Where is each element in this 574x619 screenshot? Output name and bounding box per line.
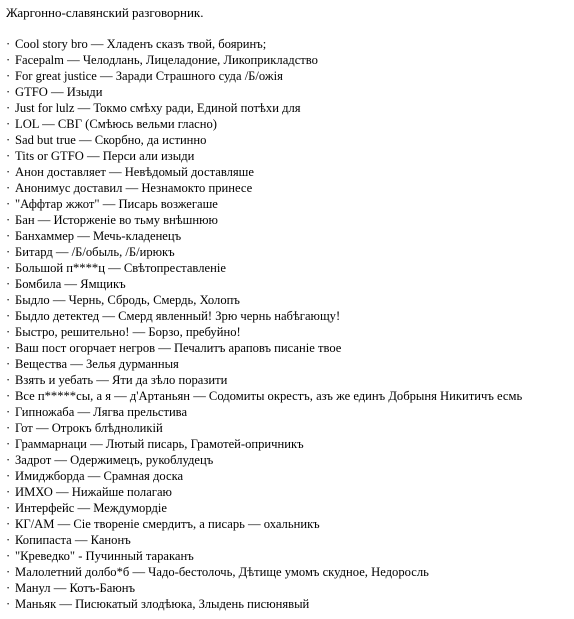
list-item	[6, 180, 574, 196]
list-item	[6, 356, 574, 372]
list-item-text: Интерфейс — Междумордіе	[15, 501, 167, 515]
list-item-text: GTFO — Изыди	[15, 85, 103, 99]
list-item-text: Быдло детектед — Смерд явленный! Зрю чернь набѣгающу!	[15, 309, 341, 323]
list-item-text: Малолетний долбо*б — Чадо-бестолочь, Дѣтище умомъ скудное, Недоросль	[15, 565, 429, 579]
list-item	[6, 484, 574, 500]
list-item	[6, 420, 574, 436]
bullet-mark: ·	[6, 389, 11, 403]
list-item-text: Анонимус доставил — Незнамокто принесе	[15, 181, 253, 195]
bullet-mark: ·	[6, 117, 11, 131]
bullet-mark: ·	[6, 405, 11, 419]
list-item-text: "Аффтар жжот" — Писарь возжегаше	[15, 197, 218, 211]
list-item-text: Just for lulz — Токмо смѣху ради, Единой потѣхи для	[15, 101, 301, 115]
list-item-text: Взять и уебать — Яти да зѣло поразити	[15, 373, 228, 387]
list-item	[6, 548, 574, 564]
list-item	[6, 164, 574, 180]
bullet-mark: ·	[6, 373, 11, 387]
list-item-text: Битард — /Б/обыль, /Б/ирюкъ	[15, 245, 175, 259]
bullet-mark: ·	[6, 181, 11, 195]
list-item	[6, 388, 574, 404]
list-item-text: КГ/АМ — Сіе твореніе смердитъ, а писарь — охальникъ	[15, 517, 320, 531]
bullet-mark: ·	[6, 485, 11, 499]
bullet-mark: ·	[6, 149, 11, 163]
bullet-mark: ·	[6, 357, 11, 371]
bullet-mark: ·	[6, 37, 11, 51]
list-item	[6, 244, 574, 260]
bullet-mark: ·	[6, 69, 11, 83]
bullet-mark: ·	[6, 325, 11, 339]
list-item	[6, 580, 574, 596]
bullet-mark: ·	[6, 341, 11, 355]
list-item-text: Маньяк — Писюкатый злодѣюка, Злыдень писюнявый	[15, 597, 310, 611]
list-item	[6, 100, 574, 116]
list-item	[6, 276, 574, 292]
list-item-text: Граммарнаци — Лютый писарь, Грамотей-опричникъ	[15, 437, 304, 451]
bullet-mark: ·	[6, 469, 11, 483]
bullet-mark: ·	[6, 549, 11, 563]
bullet-mark: ·	[6, 453, 11, 467]
list-item	[6, 260, 574, 276]
list-item-text: Гипножаба — Лягва прельстива	[15, 405, 188, 419]
bullet-mark: ·	[6, 261, 11, 275]
list-item-text: Копипаста — Канонъ	[15, 533, 131, 547]
list-item-text: LOL — СВГ (Смѣюсь вельми гласно)	[15, 117, 217, 131]
list-item	[6, 500, 574, 516]
list-item	[6, 468, 574, 484]
list-item	[6, 436, 574, 452]
list-item	[6, 68, 574, 84]
list-item	[6, 516, 574, 532]
list-item-text: Анон доставляет — Невѣдомый доставляше	[15, 165, 254, 179]
list-item	[6, 596, 574, 612]
bullet-mark: ·	[6, 533, 11, 547]
bullet-mark: ·	[6, 517, 11, 531]
bullet-mark: ·	[6, 53, 11, 67]
list-item-text: Банхаммер — Мечь-кладенецъ	[15, 229, 182, 243]
list-item-text: Бомбила — Ямщикъ	[15, 277, 126, 291]
bullet-mark: ·	[6, 581, 11, 595]
list-item-text: Facepalm — Челодлань, Лицеладоние, Ликоприкладство	[15, 53, 318, 67]
list-item	[6, 292, 574, 308]
list-item	[6, 324, 574, 340]
list-item-text: For great justice — Заради Страшного суда /Б/ожія	[15, 69, 283, 83]
list-item	[6, 212, 574, 228]
list-item	[6, 84, 574, 100]
bullet-mark: ·	[6, 165, 11, 179]
list-item-text: Быдло — Чернь, Сбродь, Смердь, Холопъ	[15, 293, 240, 307]
list-item	[6, 340, 574, 356]
list-item	[6, 404, 574, 420]
bullet-mark: ·	[6, 277, 11, 291]
list-item-text: Tits or GTFO — Перси али изыди	[15, 149, 195, 163]
list-item-text: Все п*****сы, а я — д'Артаньян — Содомиты окрестъ, азъ же единъ Добрыня Никитичъ есмь	[15, 389, 523, 403]
list-item	[6, 564, 574, 580]
bullet-mark: ·	[6, 501, 11, 515]
list-item	[6, 148, 574, 164]
list-item	[6, 228, 574, 244]
list-item-text: Бан — Исторженіе во тьму внѣшнюю	[15, 213, 218, 227]
bullet-mark: ·	[6, 309, 11, 323]
list-item-text: Имиджборда — Срамная доска	[15, 469, 184, 483]
list-item	[6, 372, 574, 388]
list-item-text: Большой п****ц — Свѣтопреставленіе	[15, 261, 226, 275]
phrase-list	[6, 36, 574, 612]
bullet-mark: ·	[6, 245, 11, 259]
list-item-text: Sad but true — Скорбно, да истинно	[15, 133, 207, 147]
bullet-mark: ·	[6, 437, 11, 451]
page-title: Жаргонно-славянский разговорник.	[6, 5, 204, 20]
list-item-text: ИМХО — Нижайше полагаю	[15, 485, 172, 499]
list-item-text: Гот — Отрокъ блѣдноликій	[15, 421, 163, 435]
list-item	[6, 196, 574, 212]
list-item-text: Задрот — Одержимецъ, рукоблудецъ	[15, 453, 214, 467]
list-item-text: Быстро, решительно! — Борзо, пребуйно!	[15, 325, 241, 339]
bullet-mark: ·	[6, 597, 11, 611]
list-item-text: Манул — Котъ-Баюнъ	[15, 581, 136, 595]
list-item	[6, 532, 574, 548]
bullet-mark: ·	[6, 101, 11, 115]
bullet-mark: ·	[6, 213, 11, 227]
list-item	[6, 308, 574, 324]
list-item-text: "Креведко" - Пучинный тараканъ	[15, 549, 194, 563]
list-item-text: Cool story bro — Хладенъ сказъ твой, бояринъ;	[15, 37, 267, 51]
bullet-mark: ·	[6, 421, 11, 435]
bullet-mark: ·	[6, 197, 11, 211]
bullet-mark: ·	[6, 85, 11, 99]
list-item	[6, 116, 574, 132]
list-item	[6, 52, 574, 68]
list-item	[6, 132, 574, 148]
list-item-text: Вещества — Зелья дурманныя	[15, 357, 179, 371]
bullet-mark: ·	[6, 565, 11, 579]
list-item	[6, 452, 574, 468]
list-item-text: Ваш пост огорчает негров — Печалитъ араповъ писаніе твое	[15, 341, 342, 355]
bullet-mark: ·	[6, 229, 11, 243]
bullet-mark: ·	[6, 133, 11, 147]
list-item	[6, 36, 574, 52]
bullet-mark: ·	[6, 293, 11, 307]
